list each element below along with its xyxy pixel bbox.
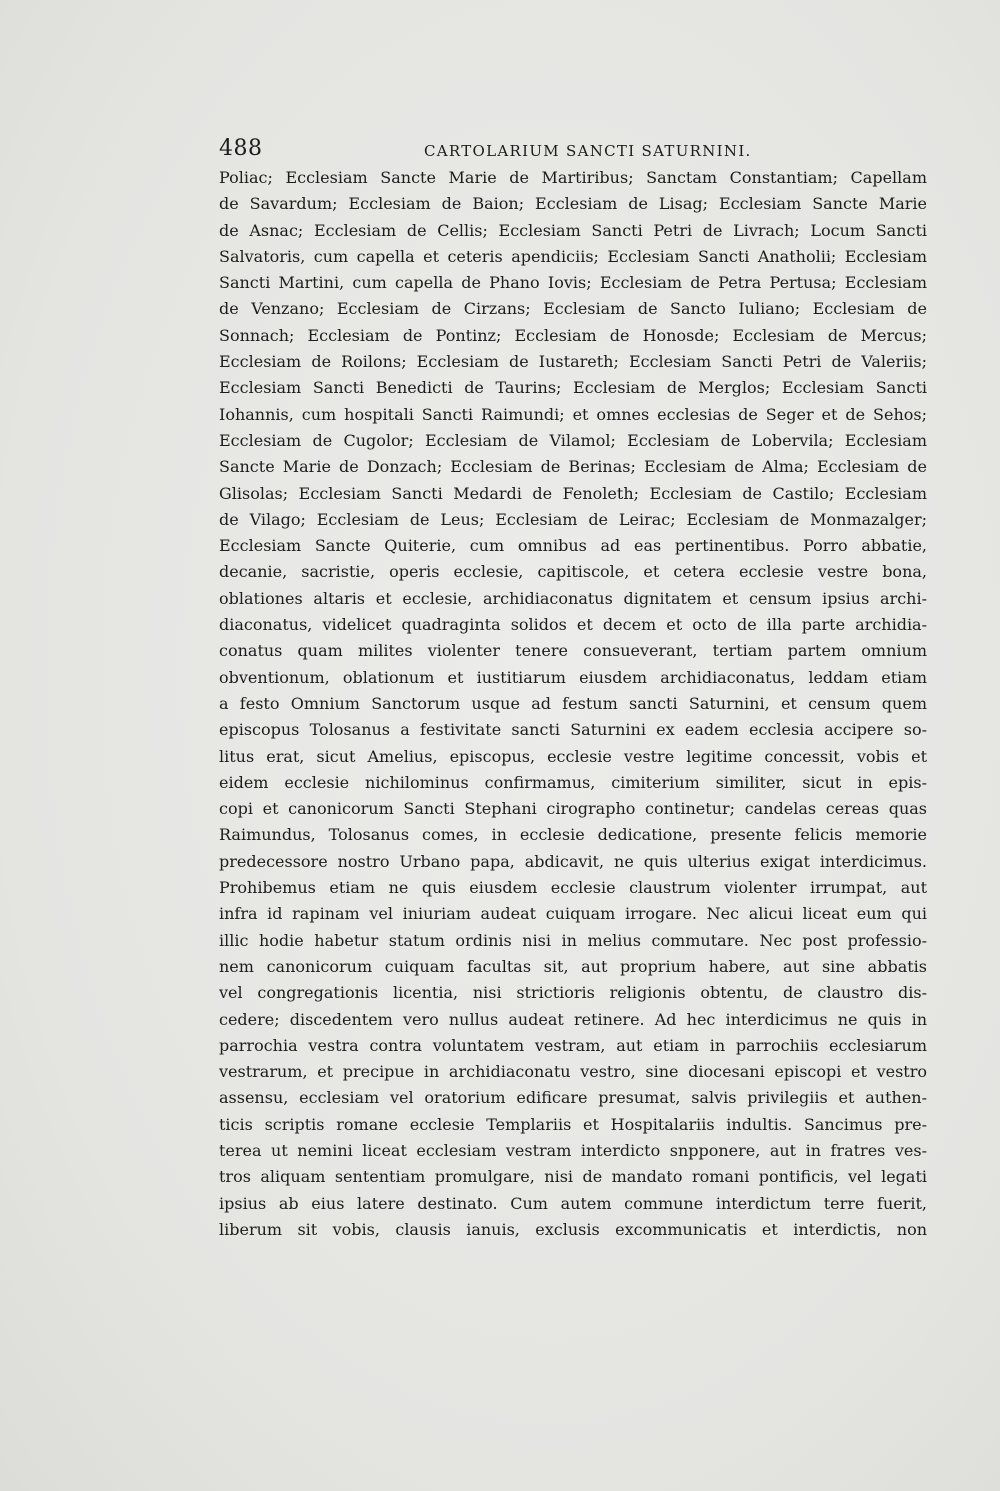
text-line: conatus quam milites violenter tenere consueverant, tertiam partem omnium xyxy=(219,641,927,661)
text-line: assensu, ecclesiam vel oratorium edificare presumat, salvis privilegiis et authen- xyxy=(219,1088,927,1108)
text-line: Poliac; Ecclesiam Sancte Marie de Martiribus; Sanctam Constantiam; Capellam xyxy=(219,168,927,187)
text-line: cedere; discedentem vero nullus audeat retinere. Ad hec interdicimus ne quis in xyxy=(219,1009,927,1029)
text-line: terea ut nemini liceat ecclesiam vestram interdicto snpponere, aut in fratres ves- xyxy=(219,1140,927,1160)
text-line: litus erat, sicut Amelius, episcopus, ecclesie vestre legitime concessit, vobis et xyxy=(219,746,927,766)
text-line: predecessore nostro Urbano papa, abdicavit, ne quis ulterius exigat interdicimus. xyxy=(219,851,927,871)
text-line: vestrarum, et precipue in archidiaconatu vestro, sine diocesani episcopi et vestro xyxy=(219,1062,927,1082)
text-line: de Venzano; Ecclesiam de Cirzans; Ecclesiam de Sancto Iuliano; Ecclesiam de xyxy=(219,299,927,319)
page-number: 488 xyxy=(219,136,263,161)
text-line: ipsius ab eius latere destinato. Cum autem commune interdictum terre fuerit, xyxy=(219,1193,927,1213)
text-line: vel congregationis licentia, nisi strictioris religionis obtentu, de claustro dis- xyxy=(219,983,927,1003)
text-line: eidem ecclesie nichilominus confirmamus, cimiterium similiter, sicut in epis- xyxy=(219,772,927,792)
text-line: ticis scriptis romane ecclesie Templariis et Hospitalariis indultis. Sancimus pre- xyxy=(219,1114,927,1134)
text-line: Ecclesiam de Cugolor; Ecclesiam de Vilamol; Ecclesiam de Lobervila; Ecclesiam xyxy=(219,430,927,450)
text-line: a festo Omnium Sanctorum usque ad festum sancti Saturnini, et censum quem xyxy=(219,693,927,713)
text-line: tros aliquam sententiam promulgare, nisi de mandato romani pontificis, vel legati xyxy=(219,1167,927,1187)
text-line: Glisolas; Ecclesiam Sancti Medardi de Fenoleth; Ecclesiam de Castilo; Ecclesiam xyxy=(219,483,927,503)
text-line: liberum sit vobis, clausis ianuis, exclusis excommunicatis et interdictis, non xyxy=(219,1219,927,1239)
text-line: diaconatus, videlicet quadraginta solidos et decem et octo de illa parte archidia- xyxy=(219,615,927,635)
text-line: Raimundus, Tolosanus comes, in ecclesie dedicatione, presente felicis memorie xyxy=(219,825,927,845)
text-line: obventionum, oblationum et iustitiarum eiusdem archidiaconatus, leddam etiam xyxy=(219,667,927,687)
text-line: nem canonicorum cuiquam facultas sit, aut proprium habere, aut sine abbatis xyxy=(219,956,927,976)
body-text xyxy=(219,165,927,1243)
text-line: Ecclesiam de Roilons; Ecclesiam de Iustareth; Ecclesiam Sancti Petri de Valeriis; xyxy=(219,352,927,372)
text-line: illic hodie habetur statum ordinis nisi in melius commutare. Nec post professio- xyxy=(219,930,927,950)
text-line: parrochia vestra contra voluntatem vestram, aut etiam in parrochiis ecclesiarum xyxy=(219,1035,927,1055)
text-line: episcopus Tolosanus a festivitate sancti Saturnini ex eadem ecclesia accipere so- xyxy=(219,720,927,740)
text-line: Salvatoris, cum capella et ceteris apendiciis; Ecclesiam Sancti Anatholii; Ecclesiam xyxy=(219,246,927,266)
text-line: Sancte Marie de Donzach; Ecclesiam de Berinas; Ecclesiam de Alma; Ecclesiam de xyxy=(219,457,927,477)
text-line: Iohannis, cum hospitali Sancti Raimundi; et omnes ecclesias de Seger et de Sehos; xyxy=(219,404,927,424)
text-line: Sonnach; Ecclesiam de Pontinz; Ecclesiam de Honosde; Ecclesiam de Mercus; xyxy=(219,325,927,345)
text-line: Sancti Martini, cum capella de Phano Iovis; Ecclesiam de Petra Pertusa; Ecclesiam xyxy=(219,273,927,293)
text-line: Ecclesiam Sancte Quiterie, cum omnibus ad eas pertinentibus. Porro abbatie, xyxy=(219,536,927,556)
text-line: oblationes altaris et ecclesie, archidiaconatus dignitatem et censum ipsius archi- xyxy=(219,588,927,608)
running-title: CARTOLARIUM SANCTI SATURNINI. xyxy=(424,142,752,160)
text-line: decanie, sacristie, operis ecclesie, capitiscole, et cetera ecclesie vestre bona, xyxy=(219,562,927,582)
page-header xyxy=(219,136,927,166)
text-line: de Asnac; Ecclesiam de Cellis; Ecclesiam Sancti Petri de Livrach; Locum Sancti xyxy=(219,220,927,240)
text-line: Ecclesiam Sancti Benedicti de Taurins; Ecclesiam de Merglos; Ecclesiam Sancti xyxy=(219,378,927,398)
text-line: Prohibemus etiam ne quis eiusdem ecclesie claustrum violenter irrumpat, aut xyxy=(219,878,927,898)
text-line: de Vilago; Ecclesiam de Leus; Ecclesiam de Leirac; Ecclesiam de Monmazalger; xyxy=(219,509,927,529)
text-line: copi et canonicorum Sancti Stephani cirographo continetur; candelas cereas quas xyxy=(219,799,927,819)
text-line: de Savardum; Ecclesiam de Baion; Ecclesiam de Lisag; Ecclesiam Sancte Marie xyxy=(219,194,927,214)
text-line: infra id rapinam vel iniuriam audeat cuiquam irrogare. Nec alicui liceat eum qui xyxy=(219,904,927,924)
